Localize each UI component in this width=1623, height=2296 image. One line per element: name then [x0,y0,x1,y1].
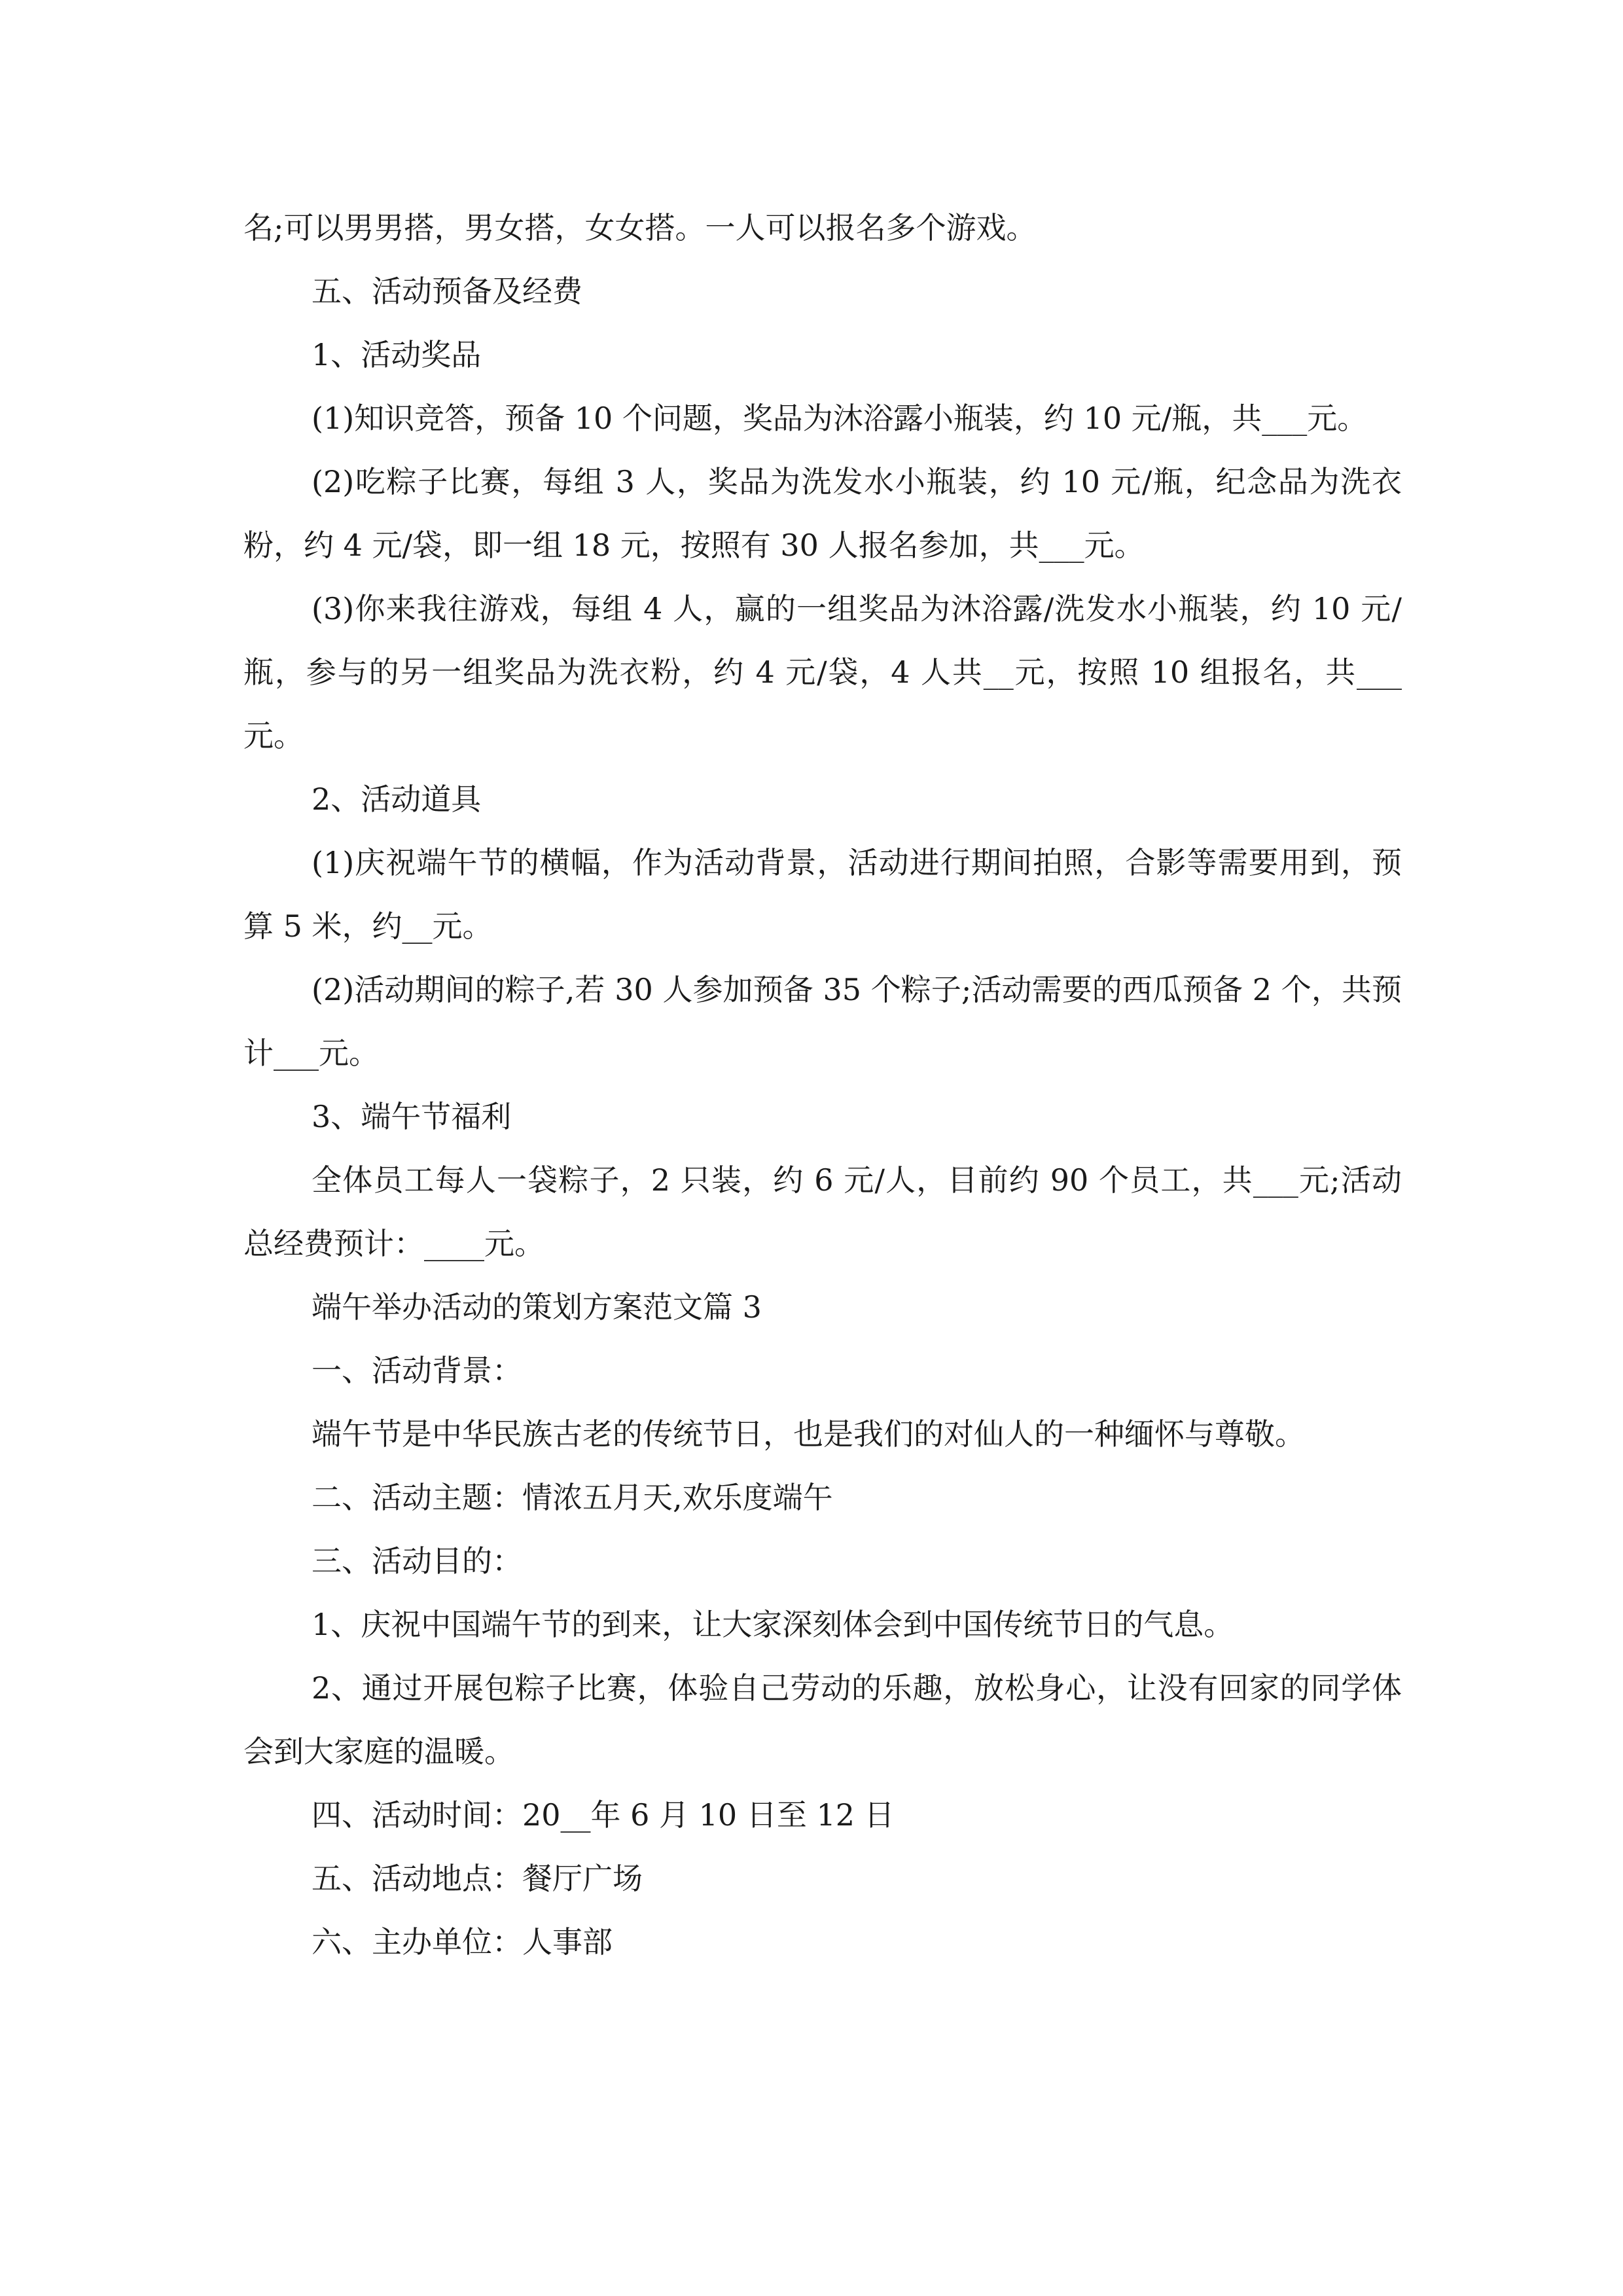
section-heading-background: 一、活动背景： [312,1353,522,1388]
section-heading-theme: 二、活动主题：情浓五月天,欢乐度端午 [312,1480,833,1515]
props-item-banner: (1)庆祝端午节的横幅，作为活动背景，活动进行期间拍照，合影等需要用到，预算 5 米，约__元。 [243,845,1402,944]
article-title: 端午举办活动的策划方案范文篇 3 [312,1289,762,1325]
subheading-welfare: 3、端午节福利 [312,1099,512,1134]
section-heading-organizer: 六、主办单位：人事部 [312,1924,613,1960]
prize-item-zongzi-contest: (2)吃粽子比赛，每组 3 人，奖品为洗发水小瓶装，约 10 元/瓶，纪念品为洗衣粉，约 4 元/袋，即一组 18 元，按照有 30 人报名参加，共___元。 [243,464,1402,563]
section-heading-location: 五、活动地点：餐厅广场 [312,1861,643,1896]
section-heading-preparation-budget: 五、活动预备及经费 [312,274,582,309]
welfare-paragraph: 全体员工每人一袋粽子，2 只装，约 6 元/人，目前约 90 个员工，共___元;活动总经费预计：____元。 [243,1162,1402,1261]
prize-item-game: (3)你来我往游戏，每组 4 人，赢的一组奖品为沐浴露/洗发水小瓶装，约 10 元/瓶，参与的另一组奖品为洗衣粉，约 4 元/袋，4 人共__元，按照 10 组报名，共___元。 [243,591,1402,753]
purpose-item-1: 1、庆祝中国端午节的到来，让大家深刻体会到中国传统节日的气息。 [312,1607,1234,1642]
purpose-item-2: 2、通过开展包粽子比赛，体验自己劳动的乐趣，放松身心，让没有回家的同学体会到大家庭的温暖。 [243,1670,1402,1769]
subheading-prizes: 1、活动奖品 [312,337,482,372]
prize-item-quiz: (1)知识竞答，预备 10 个问题，奖品为沐浴露小瓶装，约 10 元/瓶，共___元。 [312,401,1368,436]
section-heading-purpose: 三、活动目的： [312,1543,522,1579]
paragraph-continuation: 名;可以男男搭，男女搭，女女搭。一人可以报名多个游戏。 [243,210,1037,245]
subheading-props: 2、活动道具 [312,781,482,817]
document-body [243,196,1402,1974]
section-heading-time: 四、活动时间：20__年 6 月 10 日至 12 日 [312,1797,895,1833]
props-item-zongzi: (2)活动期间的粽子,若 30 人参加预备 35 个粽子;活动需要的西瓜预备 2 个，共预计___元。 [243,972,1402,1071]
background-paragraph: 端午节是中华民族古老的传统节日，也是我们的对仙人的一种缅怀与尊敬。 [312,1416,1305,1452]
